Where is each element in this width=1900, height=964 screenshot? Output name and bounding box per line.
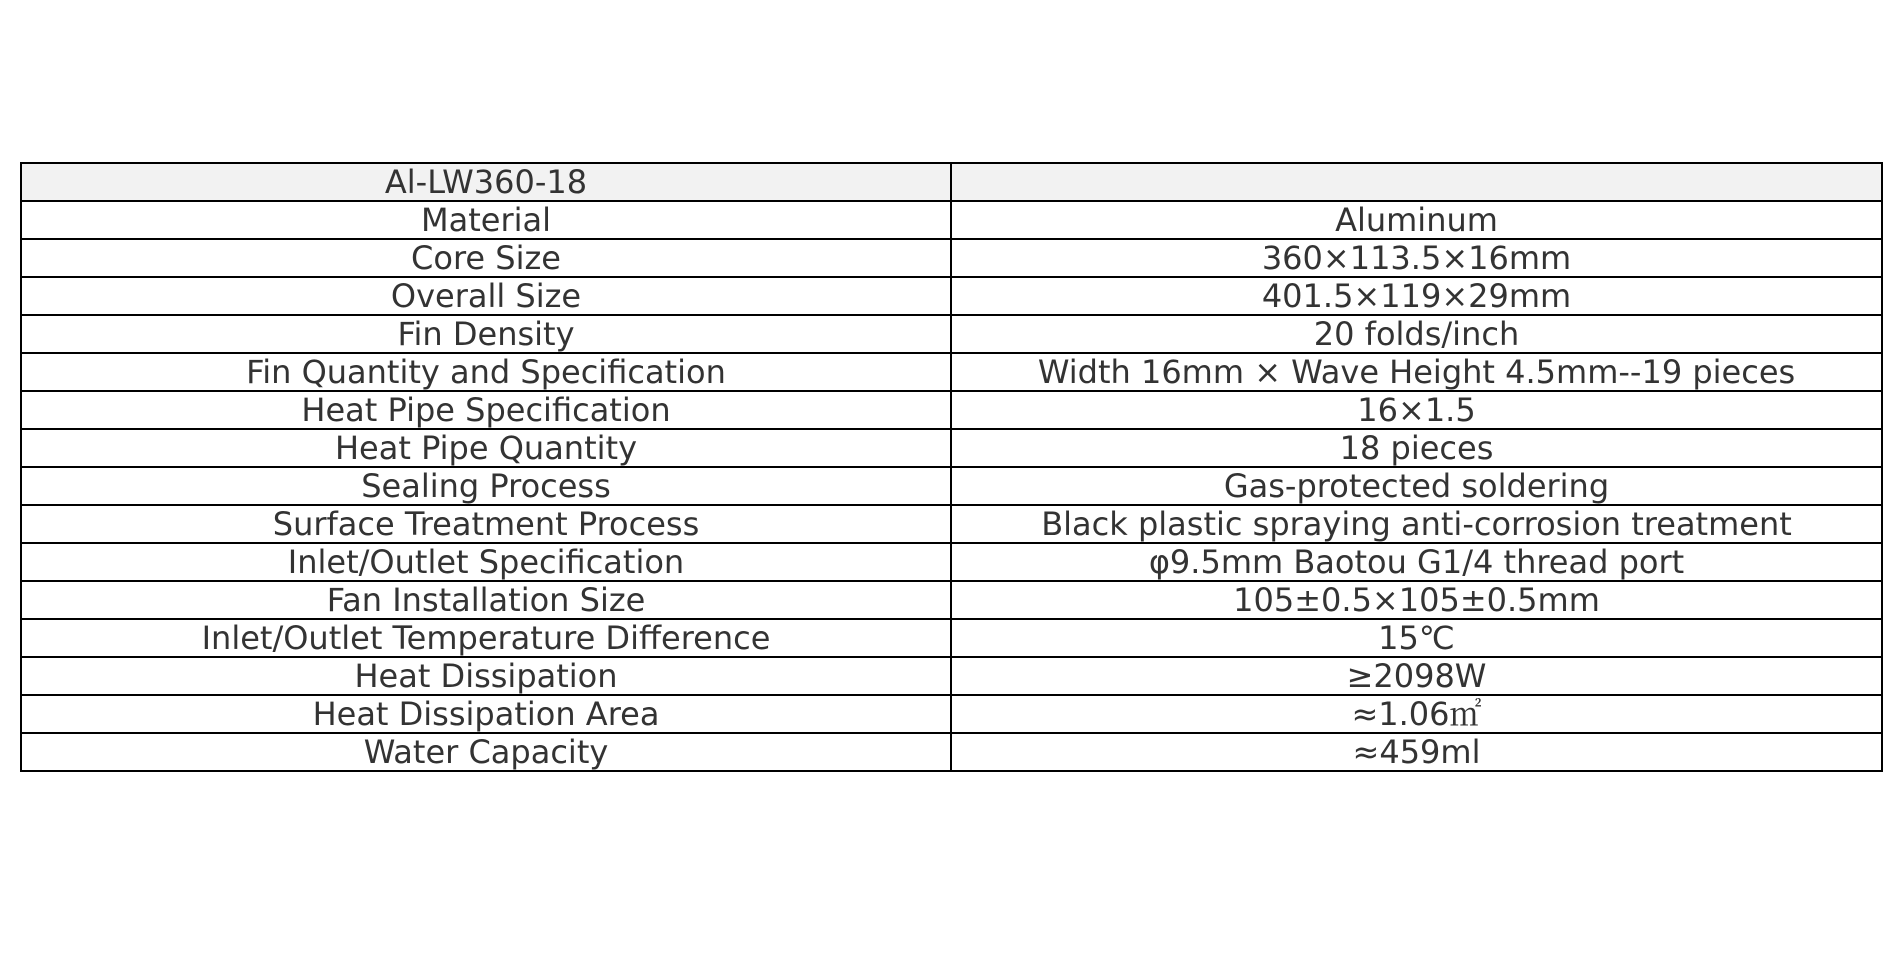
table-row [21, 581, 1882, 619]
property-name-cell: Heat Dissipation Area [21, 695, 951, 733]
spec-table-body [21, 163, 1882, 771]
table-row [21, 239, 1882, 277]
header-empty-cell [951, 163, 1882, 201]
table-header-row [21, 163, 1882, 201]
property-value-cell: 105±0.5×105±0.5mm [951, 581, 1882, 619]
table-row [21, 277, 1882, 315]
table-row [21, 733, 1882, 771]
table-row [21, 619, 1882, 657]
property-value-cell: ≥2098W [951, 657, 1882, 695]
property-name-cell: Fin Quantity and Specification [21, 353, 951, 391]
property-name-cell: Core Size [21, 239, 951, 277]
property-name-cell: Inlet/Outlet Temperature Difference [21, 619, 951, 657]
table-row [21, 657, 1882, 695]
property-name-cell: Overall Size [21, 277, 951, 315]
property-name-cell: Heat Pipe Specification [21, 391, 951, 429]
table-row [21, 543, 1882, 581]
table-row [21, 391, 1882, 429]
property-value-cell: 360×113.5×16mm [951, 239, 1882, 277]
property-name-cell: Material [21, 201, 951, 239]
table-row [21, 467, 1882, 505]
property-value-cell: Width 16mm × Wave Height 4.5mm--19 pieces [951, 353, 1882, 391]
model-name-cell: Al-LW360-18 [21, 163, 951, 201]
property-value-cell: ≈1.06㎡ [951, 695, 1882, 733]
property-name-cell: Fin Density [21, 315, 951, 353]
property-name-cell: Heat Pipe Quantity [21, 429, 951, 467]
property-value-cell: Gas-protected soldering [951, 467, 1882, 505]
property-name-cell: Fan Installation Size [21, 581, 951, 619]
property-name-cell: Water Capacity [21, 733, 951, 771]
table-row [21, 201, 1882, 239]
property-name-cell: Heat Dissipation [21, 657, 951, 695]
property-name-cell: Inlet/Outlet Specification [21, 543, 951, 581]
table-row [21, 315, 1882, 353]
table-row [21, 353, 1882, 391]
spec-table [20, 162, 1883, 772]
property-value-cell: ≈459ml [951, 733, 1882, 771]
property-name-cell: Surface Treatment Process [21, 505, 951, 543]
property-value-cell: 20 folds/inch [951, 315, 1882, 353]
table-row [21, 505, 1882, 543]
property-name-cell: Sealing Process [21, 467, 951, 505]
property-value-cell: Aluminum [951, 201, 1882, 239]
property-value-cell: 16×1.5 [951, 391, 1882, 429]
property-value-cell: 401.5×119×29mm [951, 277, 1882, 315]
property-value-cell: 15℃ [951, 619, 1882, 657]
property-value-cell: φ9.5mm Baotou G1/4 thread port [951, 543, 1882, 581]
table-row [21, 695, 1882, 733]
table-row [21, 429, 1882, 467]
property-value-cell: 18 pieces [951, 429, 1882, 467]
property-value-cell: Black plastic spraying anti-corrosion treatment [951, 505, 1882, 543]
